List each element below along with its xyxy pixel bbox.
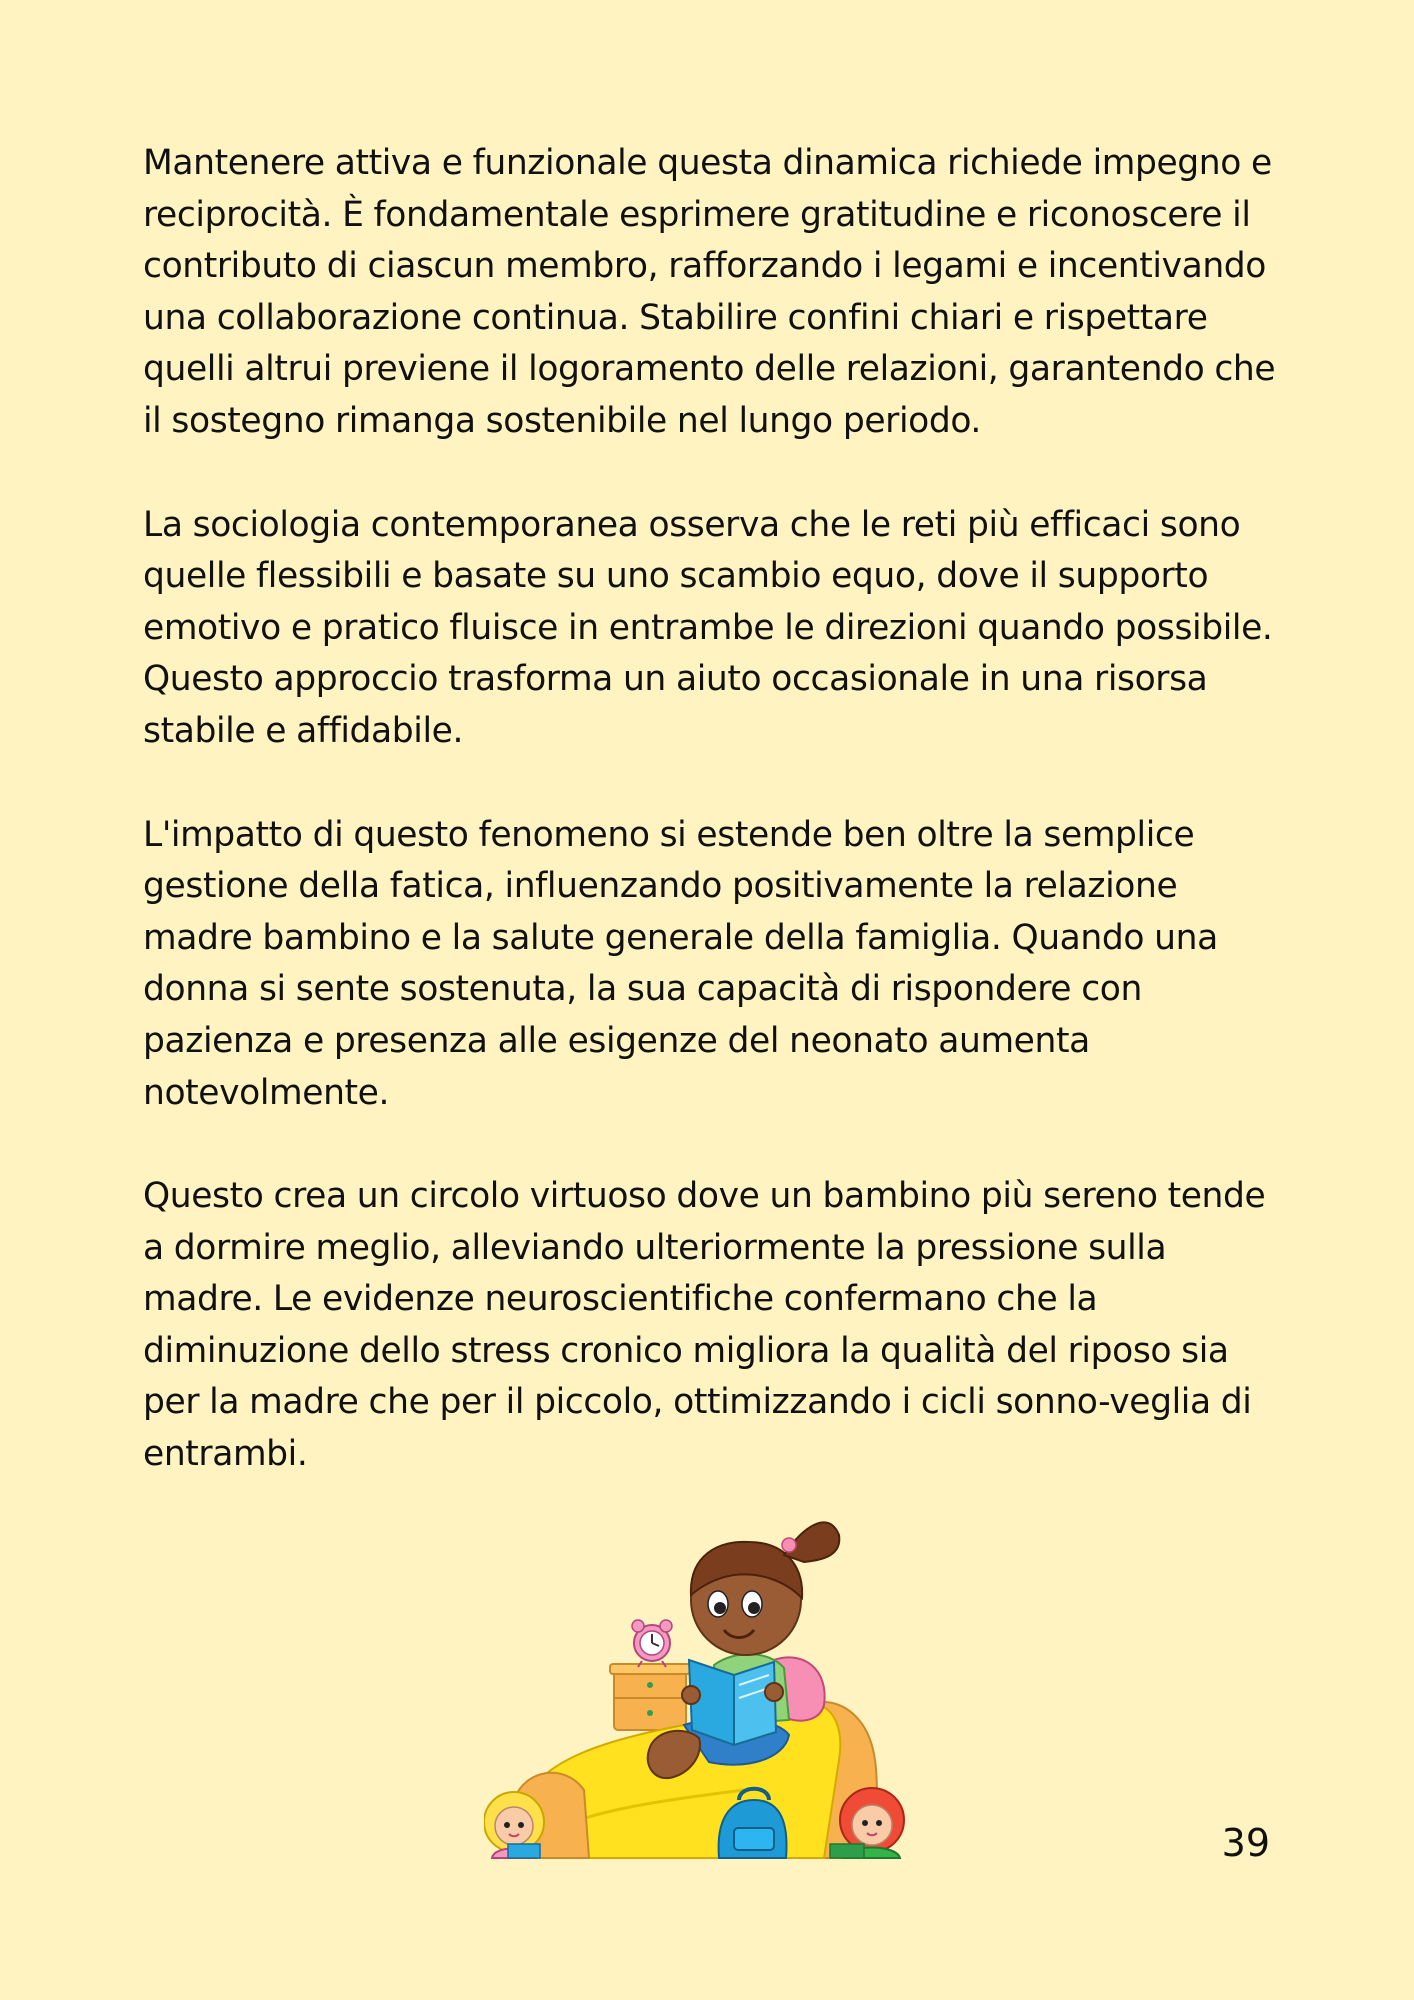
paragraph: La sociologia contemporanea osserva che le reti più efficaci sono quelle flessibili e basate su uno scambio equo, dove il supporto emotivo e pratico fluisce in entrambe le direzioni quando possibile. Questo approccio trasforma un aiuto occasionale in una risorsa stabile e affidabile. bbox=[143, 504, 1273, 751]
girl-reading-in-bed-illustration bbox=[484, 1500, 934, 1860]
paragraph: Questo crea un circolo virtuoso dove un bambino più sereno tende a dormire meglio, alleviando ulteriormente la pressione sulla madre. Le evidenze neuroscientifiche confermano che la diminuzione dello stress cronico migliora la qualità del riposo sia per la madre che per il piccolo, ottimizzando i cicli sonno-veglia di entrambi. bbox=[143, 1176, 1266, 1475]
page-number: 39 bbox=[1221, 1821, 1270, 1865]
paragraph: L'impatto di questo fenomeno si estende ben oltre la semplice gestione della fatica, influenzando positivamente la relazione madre bambino e la salute generale della famiglia. Quando una donna si sente sostenuta, la sua capacità di rispondere con pazienza e presenza alle esigenze del neonato aumenta notevolmente. bbox=[143, 814, 1218, 1113]
paragraph: Mantenere attiva e funzionale questa dinamica richiede impegno e reciprocità. È fondamentale esprimere gratitudine e riconoscere il contributo di ciascun membro, rafforzando i legami e incentivando una collaborazione continua. Stabilire confini chiari e rispettare quelli altrui previene il logoramento delle relazioni, garantendo che il sostegno rimanga sostenibile nel lungo periodo. bbox=[143, 143, 1276, 441]
body-text bbox=[143, 138, 1283, 1533]
blonde-doll-icon bbox=[484, 1792, 544, 1858]
nightstand bbox=[610, 1664, 690, 1730]
alarm-clock-icon bbox=[632, 1620, 672, 1667]
